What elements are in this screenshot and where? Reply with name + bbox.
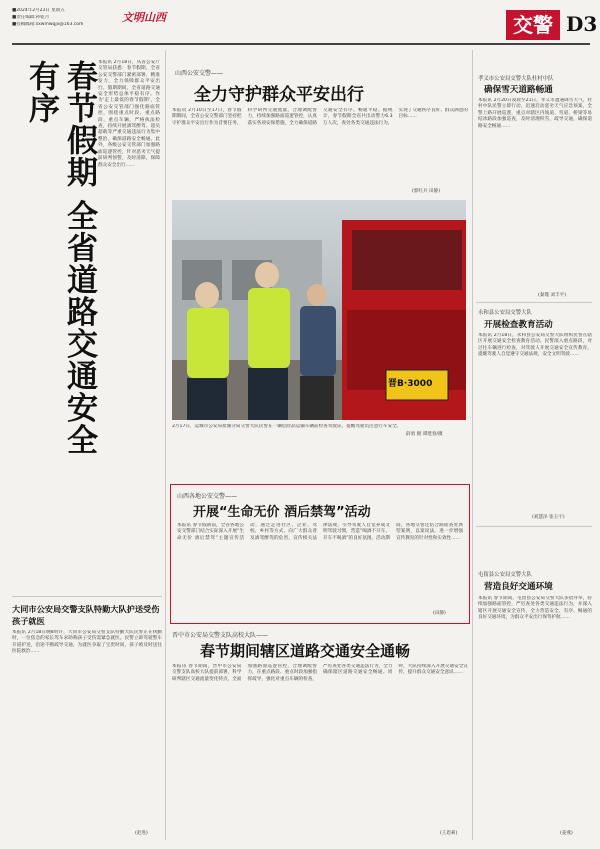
right-article2-headline: 开展检查教育活动 (484, 320, 553, 330)
left-headline (22, 60, 98, 460)
photo-credit: 薛勇 摄 谭建春/摄 (406, 432, 443, 437)
right-article1-byline: (秦瑾 刘丰平) (538, 293, 567, 298)
right-article3-kicker: 屯留县公安局交警大队 (478, 572, 532, 578)
right-divider-2 (476, 526, 592, 527)
right-article1-headline: 确保雪天道路畅通 (484, 85, 553, 95)
right-article1-body: 本报讯 2月20日凌晨至21日，孝义市遭遇降雪天气，杜村中队民警立即行动，迅速启动恶劣天气应急预案，全警上路开展巡逻，重点对辖区内坡道、弯道、桥梁等易结冰路段加强巡查，及时清理积雪，疏导交通，确保道路安全畅通…… (478, 98, 592, 129)
top-article-headline: 全力守护群众平安出行 (194, 85, 364, 105)
left-headline-text: 春节假期 全省道路交通安全有序 (23, 60, 97, 456)
bottom-article-kicker: 晋中市公安局交警支队高校大队—— (172, 632, 269, 639)
boxed-article-headline: 开展“生命无价 酒后禁驾”活动 (193, 505, 371, 520)
news-photo (172, 200, 466, 420)
date-line: ■2024年2月23日 星期五 (12, 8, 65, 13)
top-article-body: 本报讯 2月10日至17日，春节假期期间，全省公安交警部门坚持把守护群众平安出行作为首要任务，科学研判交通流量，合理调配警力，持续加强路面巡逻管控，认真落实各项安保措施，全力确保道路交通安全有序、畅通平稳。据统计，春节假期全省共出动警力6.3万人次，查处各类交通违法行为，实现了交通秩序良好、群众满意的目标…… (172, 108, 468, 126)
bottom-article-body: 本报讯 春节期间，晋中市公安局交警支队高校大队提前部署，科学研判辖区交通流量变化特点，全面加强路面巡逻管控，合理调配警力，在重点路段、重点时段加强指挥疏导，强化对重点车辆的检查，严厉查处各类交通违法行为，全力确保辖区道路交通安全畅通。同时，大队持续深入开展交通安全宣传，提升群众交通安全意识…… (172, 664, 468, 682)
right-article3-byline: (姜燕) (560, 831, 573, 836)
top-article-byline: (郭红兵 田静) (412, 189, 441, 194)
right-divider-1 (476, 302, 592, 303)
right-article3-body: 本报讯 春节期间，屯留县公安局交警大队多措并举，持续加强路面管控，严厉查处各类交通违法行为，并深入辖区开展交通安全宣传，全力营造安全、有序、畅通的良好交通环境，为群众平安出行保驾护航…… (478, 596, 592, 621)
lower-left-byline: (赵进) (135, 831, 148, 836)
right-article1-kicker: 孝义市公安局交警大队杜村中队 (478, 76, 554, 82)
section-badge: 交警 (506, 10, 560, 40)
right-article3-headline: 营造良好交通环境 (484, 582, 553, 592)
top-article-kicker: 山西公安交警—— (175, 70, 224, 77)
boxed-article (170, 484, 470, 624)
left-divider (12, 596, 162, 597)
photo-caption: 2月17日，运城市公安局盐湖分局交警大队民警在一辆危险品运输车辆前检查驾驶证，提醒驾驶员注意行车安全。 (172, 424, 402, 429)
header-rule (12, 43, 590, 45)
boxed-article-body: 本报讯 春节假期前，全省各地公安交警部门结合实际深入开展“生命无价 酒后禁驾”主题宣传活动，通过走进社区、企业、驾校、乡村等方式，向广大群众普及酒驾醉驾的危害，宣传相关法律法规，引导驾驶人自觉养成文明驾驶习惯，营造“喝酒不开车，开车不喝酒”的良好氛围。活动期间，各地交警还结合路面查处典型案例，以案说法，进一步增强宣传教育的针对性和实效性…… (177, 523, 463, 541)
boxed-article-byline: (田静) (433, 611, 446, 616)
email-line: ■投稿邮箱:sxwmwqjx@163.com (12, 22, 84, 27)
page-number: D3 (566, 12, 598, 36)
right-article2-body: 本报讯 2月18日，永和县公安局交警大队组织民警在辖区开展交通安全检查教育活动。民警深入重点路段，对过往车辆进行检查，对驾驶人开展交通安全宣传教育，提醒驾驶人自觉遵守交通法规，安全文明驾驶…… (478, 333, 592, 358)
lower-left-headline: 大同市公安局交警支队特勤大队护送受伤孩子就医 (12, 604, 160, 626)
bottom-article-headline: 春节期间辖区道路交通安全通畅 (200, 642, 411, 660)
newspaper-logo: 文明山西 (122, 11, 166, 24)
truck-plate-text: 晋B·3000 (388, 379, 433, 389)
left-article-body: 本报讯 2月18日，从省公安厅交管局获悉：春节假期，全省公安交警部门紧密部署，精准发力，全力保障群众平安出行。假期期间，全省道路交通安全形势总体平稳有序。作为'走上最低的春节假期'，全省公安交管部门强化路面管控，围绕重点时段、重点路段、重点车辆，严格执法检查，持续开展酒驾醉驾、超员超载等严重交通违法行为集中整治，确保道路安全畅通。此外，各级公安交管部门加强路面巡逻管控，针对恶劣天气提前研判预警，及时清障，保障群众安全出行…… (98, 60, 160, 168)
bottom-article-byline: (王恩莉) (440, 831, 458, 836)
left-column-vrule (165, 50, 166, 840)
editor-line: ■责任编辑:孙乾月 (12, 15, 50, 20)
masthead (12, 8, 598, 42)
right-article2-kicker: 永和县公安局交警大队 (478, 310, 532, 316)
lower-left-body: 本报讯 2月18日晚8时许，大同市公安局交警支队特勤大队民警正在执勤时，一位焦急的家长驾车求助称孩子受伤需紧急就医。民警立即驾驶警车开道护送，沿途不断疏导交通，为就医争取了宝贵时间，孩子被及时送往医院救治…… (12, 630, 162, 655)
right-article2-byline: (刘慧泽 张玉宇) (532, 515, 565, 520)
boxed-article-kicker: 山西各地公安交警—— (177, 493, 238, 500)
right-column-vrule (472, 50, 473, 840)
